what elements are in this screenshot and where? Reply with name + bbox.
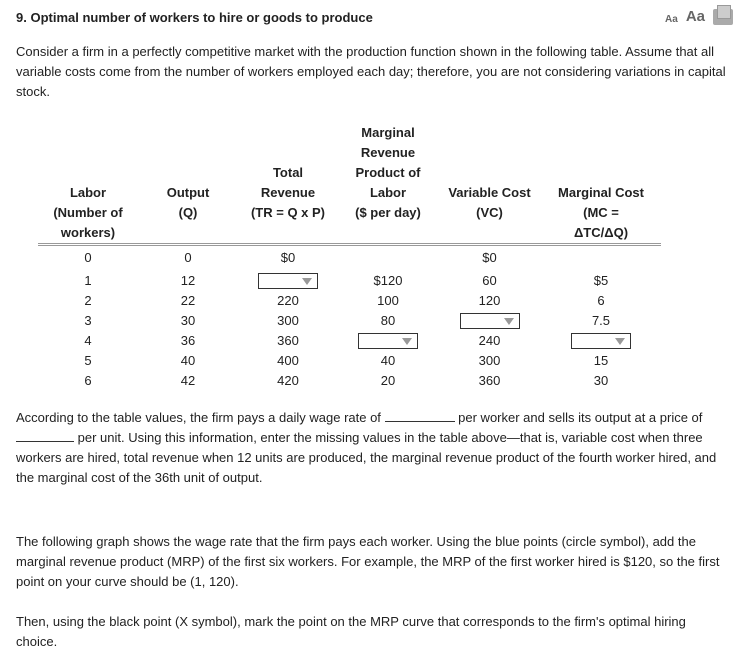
table-row bbox=[38, 351, 661, 371]
header-mrp bbox=[338, 123, 438, 245]
cell-variable-cost: 120 bbox=[478, 292, 501, 308]
cell-labor: 5 bbox=[84, 352, 92, 368]
header-line: ΔTC/ΔQ) bbox=[573, 225, 629, 240]
header-line: (MC = bbox=[583, 205, 619, 220]
cell-marginal-cost: 7.5 bbox=[591, 312, 611, 328]
header-marginal-cost bbox=[541, 123, 661, 245]
cell-mrp: 80 bbox=[380, 312, 396, 328]
price-blank[interactable] bbox=[16, 429, 74, 442]
cell-output: 12 bbox=[180, 272, 196, 288]
cell-labor: 4 bbox=[84, 332, 92, 348]
table-row bbox=[38, 371, 661, 391]
header-line: Labor bbox=[69, 185, 107, 200]
table-row bbox=[38, 271, 661, 291]
cell-variable-cost: 240 bbox=[478, 332, 501, 348]
cell-mrp: $120 bbox=[373, 272, 403, 288]
marginal-cost-dropdown[interactable] bbox=[571, 333, 631, 349]
cell-labor: 0 bbox=[84, 250, 92, 266]
cell-output: 42 bbox=[180, 372, 196, 388]
variable-cost-dropdown[interactable] bbox=[460, 313, 520, 329]
cell-total-revenue: 400 bbox=[277, 352, 299, 368]
cell-variable-cost: 360 bbox=[478, 372, 501, 388]
cell-marginal-cost: $5 bbox=[593, 272, 609, 288]
cell-marginal-cost bbox=[541, 331, 661, 351]
cell-marginal-cost: 30 bbox=[593, 372, 609, 388]
wage-rate-blank[interactable] bbox=[385, 409, 455, 422]
mrp-dropdown[interactable] bbox=[358, 333, 418, 349]
header-line: workers) bbox=[60, 225, 116, 240]
header-line: Variable Cost bbox=[448, 185, 531, 200]
cell-variable-cost: 300 bbox=[478, 352, 501, 368]
cell-mrp bbox=[338, 331, 438, 351]
cell-mrp: 20 bbox=[380, 372, 396, 388]
header-line: ($ per day) bbox=[355, 205, 421, 220]
header-variable-cost bbox=[438, 123, 541, 245]
cell-output: 22 bbox=[180, 292, 196, 308]
header-line: Output bbox=[166, 185, 210, 200]
header-line: Revenue bbox=[360, 145, 416, 160]
cell-variable-cost: 60 bbox=[482, 272, 497, 288]
cell-labor: 3 bbox=[84, 312, 92, 328]
header-line: Revenue bbox=[260, 185, 316, 200]
cell-total-revenue: 300 bbox=[277, 312, 299, 328]
decrease-font-button[interactable]: Aa bbox=[665, 14, 678, 25]
table-row bbox=[38, 291, 661, 311]
cell-output: 30 bbox=[180, 312, 196, 328]
cell-mrp: 100 bbox=[377, 292, 399, 308]
total-revenue-dropdown[interactable] bbox=[258, 273, 318, 289]
cell-labor: 2 bbox=[84, 292, 92, 308]
header-line: (TR = Q x P) bbox=[250, 205, 326, 220]
table-row bbox=[38, 245, 661, 271]
print-icon[interactable] bbox=[713, 9, 733, 25]
header-line: (Q) bbox=[178, 205, 198, 220]
question-title: 9. Optimal number of workers to hire or goods to produce bbox=[16, 10, 373, 25]
cell-labor: 1 bbox=[84, 272, 92, 288]
optimal-choice-instructions: Then, using the black point (X symbol), mark the point on the MRP curve that corresponds to the firm's optimal hiring choice. bbox=[16, 614, 686, 649]
header-line: (VC) bbox=[476, 205, 503, 220]
header-labor bbox=[38, 123, 138, 245]
header-line: Marginal Cost bbox=[558, 185, 644, 200]
cell-marginal-cost bbox=[541, 245, 661, 271]
cell-variable-cost bbox=[438, 311, 541, 331]
increase-font-button[interactable]: Aa bbox=[685, 8, 705, 25]
cell-output: 0 bbox=[184, 250, 192, 266]
cell-mrp: 40 bbox=[380, 352, 396, 368]
cell-marginal-cost: 15 bbox=[593, 352, 609, 368]
toolbar bbox=[665, 8, 733, 25]
cell-total-revenue: 360 bbox=[277, 332, 299, 348]
cell-total-revenue bbox=[238, 271, 338, 291]
cell-labor: 6 bbox=[84, 372, 92, 388]
intro-text: Consider a firm in a perfectly competitive market with the production function shown in the following table. Assume that all variable costs come from the number of workers employed each day; therefore, you are not considering variations in capital stock. bbox=[16, 44, 726, 99]
table-row bbox=[38, 331, 661, 351]
cell-variable-cost: $0 bbox=[482, 250, 497, 266]
graph-instructions: The following graph shows the wage rate that the firm pays each worker. Using the blue points (circle symbol), add the marginal revenue product (MRP) of the first six workers. For example, the MRP of the first worker hired is $120, so the first point on your curve should be (1, 120). bbox=[16, 534, 720, 589]
cell-total-revenue: $0 bbox=[280, 250, 296, 266]
cell-output: 40 bbox=[180, 352, 196, 368]
table-row bbox=[38, 311, 661, 331]
cell-mrp bbox=[338, 245, 438, 271]
question-text: According to the table values, the firm pays a daily wage rate of per worker and sells its output at a price of per unit. Using this information, enter the missing values in the table above—that is, variable cost when three workers are hired, total revenue when 12 units are produced, the marginal revenue product of the fourth worker hired, and the marginal cost of the 36th unit of output. bbox=[16, 410, 717, 485]
cell-output: 36 bbox=[180, 332, 196, 348]
header-total-revenue bbox=[238, 123, 338, 245]
cell-total-revenue: 420 bbox=[277, 372, 299, 388]
header-line: Marginal bbox=[361, 125, 415, 140]
header-line: Total bbox=[272, 165, 304, 180]
header-output bbox=[138, 123, 238, 245]
cell-total-revenue: 220 bbox=[277, 292, 299, 308]
header-line: Labor bbox=[369, 185, 407, 200]
header-line: (Number of bbox=[53, 205, 123, 220]
cell-marginal-cost: 6 bbox=[597, 292, 605, 308]
header-line: Product of bbox=[355, 165, 421, 180]
production-table bbox=[38, 123, 661, 391]
